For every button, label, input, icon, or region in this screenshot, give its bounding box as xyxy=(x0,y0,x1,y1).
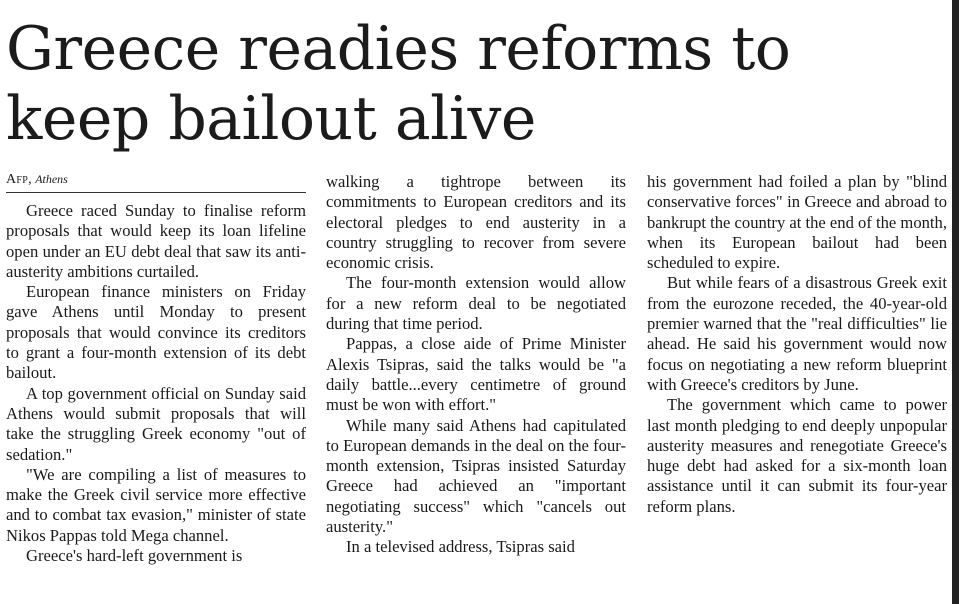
paragraph: Pappas, a close aide of Prime Minister Alexis Tsipras, said the talks would be "a daily battle...every centimetre of ground must be won with effort." xyxy=(326,334,626,415)
paragraph: A top government official on Sunday said Athens would submit proposals that will take the struggling Greek economy "out of sedation." xyxy=(6,383,306,464)
article-column-1 xyxy=(6,170,306,566)
paragraph-continued: walking a tightrope between its commitments to European creditors and its electoral pledges to end austerity in a country struggling to recover from severe economic crisis. xyxy=(326,172,626,273)
paragraph: While many said Athens had capitulated to European demands in the deal on the four-month extension, Tsipras insisted Saturday Greece had achieved an "important negotiating success" which "cancels out austerity." xyxy=(326,415,626,537)
paragraph: In a televised address, Tsipras said xyxy=(346,537,575,557)
paragraph: The government which came to power last month pledging to end deeply unpopular austerity measures and renegotiate Greece's huge debt had asked for a six-month loan assistance until it can submit its four-year reform plans. xyxy=(647,395,947,516)
article-headline: Greece readies reforms to keep bailout alive xyxy=(6,14,791,154)
byline-place: Athens xyxy=(35,172,68,186)
scan-edge-border xyxy=(952,0,959,604)
paragraph: "We are compiling a list of measures to make the Greek civil service more effective and to combat tax evasion," minister of state Nikos Pappas told Mega channel. xyxy=(6,464,306,545)
paragraph: Greece raced Sunday to finalise reform proposals that would keep its loan lifeline open under an EU debt deal that saw its anti-austerity ambitions curtailed. xyxy=(6,201,306,281)
article-column-3 xyxy=(647,172,947,517)
byline xyxy=(6,170,306,193)
paragraph: The four-month extension would allow for a new reform deal to be negotiated during that time period. xyxy=(326,273,626,334)
paragraph: But while fears of a disastrous Greek exit from the eurozone receded, the 40-year-old premier warned that the "real difficulties" lie ahead. He said his government would now focus on negotiating a new reform blueprint with Greece's creditors by June. xyxy=(647,273,947,394)
paragraph: Greece's hard-left government is xyxy=(26,546,243,566)
paragraph: European finance ministers on Friday gave Athens until Monday to present proposals that would convince its creditors to grant a four-month extension of its debt bailout. xyxy=(6,282,306,383)
paragraph-continued: his government had foiled a plan by "blind conservative forces" in Greece and abroad to bankrupt the country at the end of the month, when its European bailout had been scheduled to expire. xyxy=(647,172,947,273)
byline-agency: Afp, xyxy=(6,172,32,187)
article-column-2 xyxy=(326,172,626,558)
